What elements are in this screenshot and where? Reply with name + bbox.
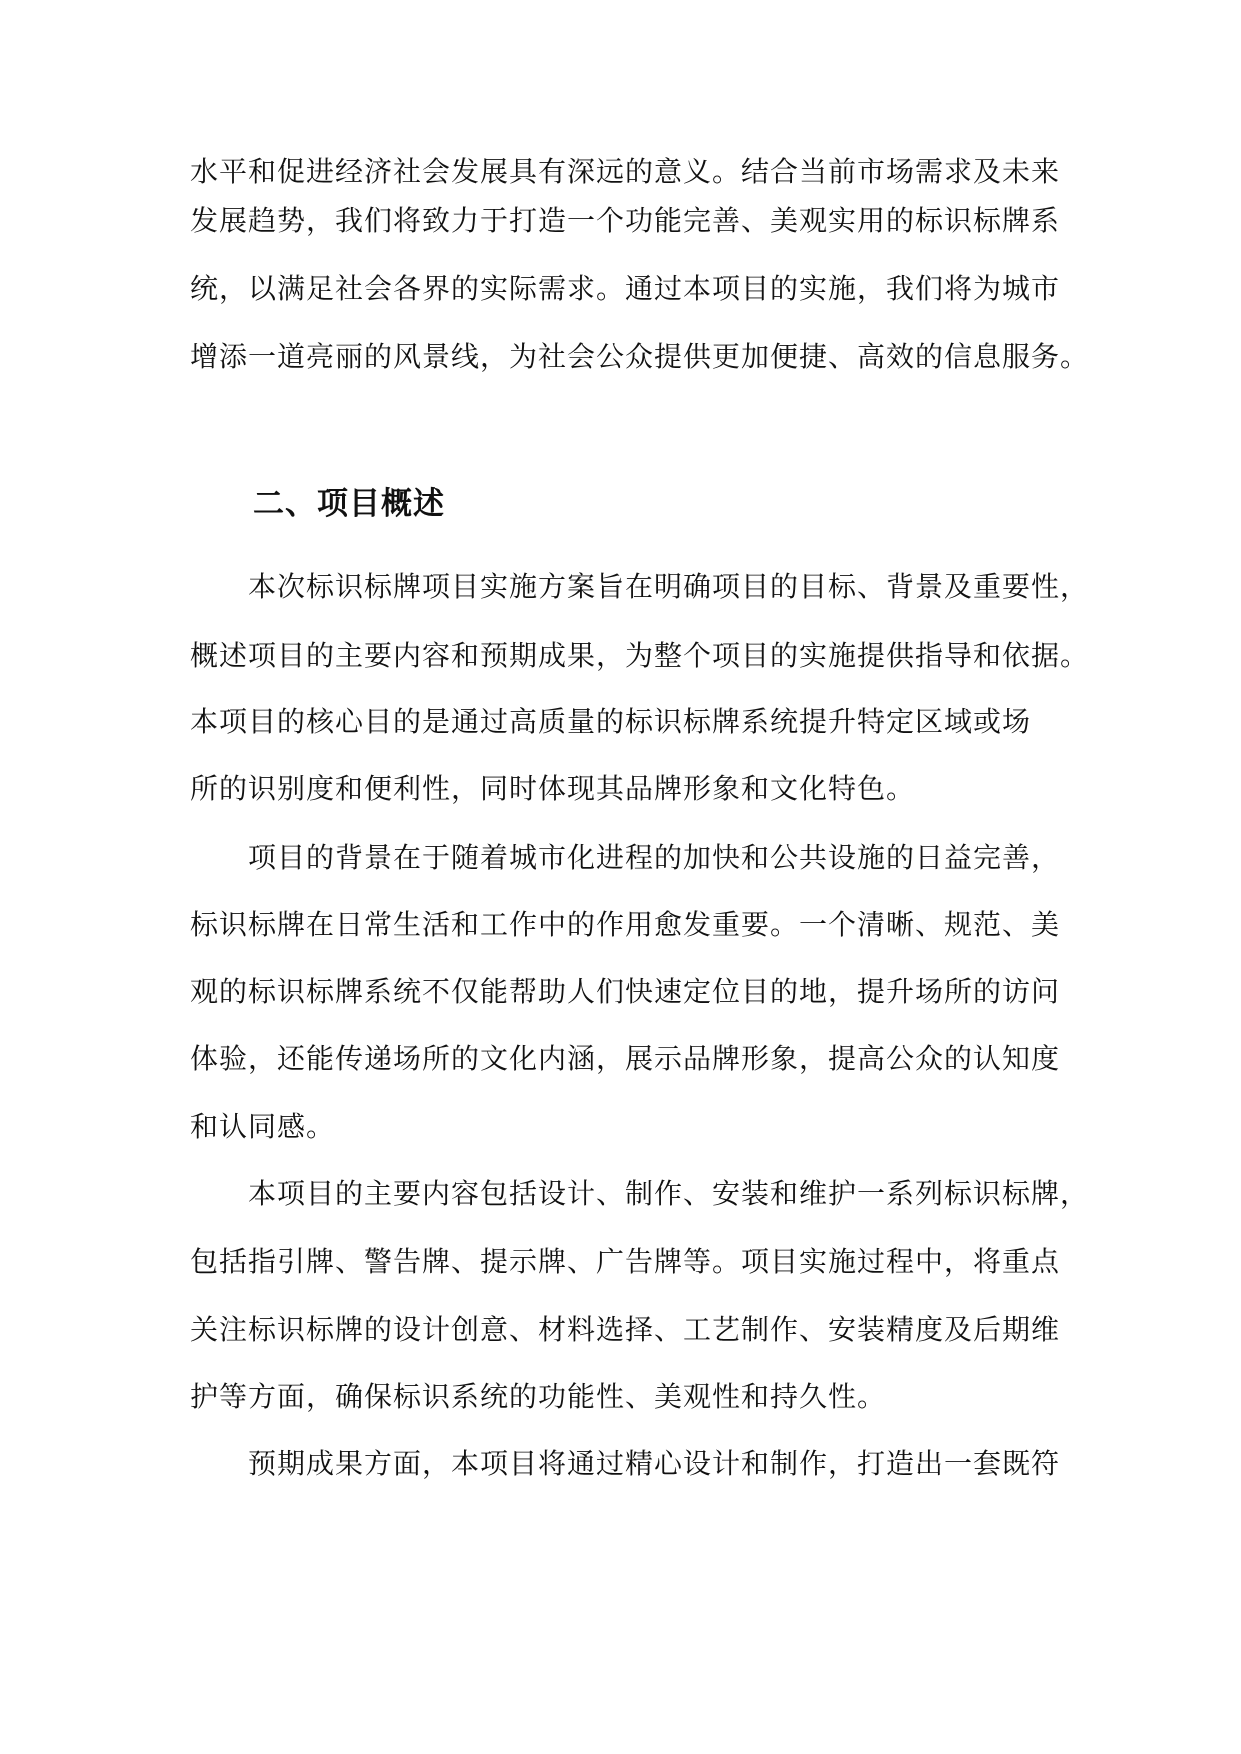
paragraph-2-line-2: 标识标牌在日常生活和工作中的作用愈发重要。一个清晰、规范、美 — [190, 908, 1061, 941]
paragraph-3-line-3: 关注标识标牌的设计创意、材料选择、工艺制作、安装精度及后期维 — [190, 1313, 1061, 1346]
paragraph-1-line-2: 概述项目的主要内容和预期成果，为整个项目的实施提供指导和依据。 — [190, 639, 1090, 672]
paragraph-3-line-1: 本项目的主要内容包括设计、制作、安装和维护一系列标识标牌， — [248, 1177, 1090, 1210]
paragraph-2-line-3: 观的标识标牌系统不仅能帮助人们快速定位目的地，提升场所的访问 — [190, 975, 1061, 1008]
paragraph-1-line-1: 本次标识标牌项目实施方案旨在明确项目的目标、背景及重要性， — [248, 570, 1090, 603]
paragraph-4-line-1: 预期成果方面，本项目将通过精心设计和制作，打造出一套既符 — [248, 1447, 1061, 1480]
paragraph-1-line-4: 所的识别度和便利性，同时体现其品牌形象和文化特色。 — [190, 772, 916, 805]
paragraph-1-line-3: 本项目的核心目的是通过高质量的标识标牌系统提升特定区域或场 — [190, 705, 1032, 738]
section-heading: 二、项目概述 — [253, 486, 445, 522]
intro-line-1: 水平和促进经济社会发展具有深远的意义。结合当前市场需求及未来 — [190, 155, 1061, 188]
paragraph-2-line-5: 和认同感。 — [190, 1110, 336, 1143]
intro-line-4: 增添一道亮丽的风景线，为社会公众提供更加便捷、高效的信息服务。 — [190, 340, 1090, 373]
intro-line-3: 统，以满足社会各界的实际需求。通过本项目的实施，我们将为城市 — [190, 272, 1061, 305]
intro-line-2: 发展趋势，我们将致力于打造一个功能完善、美观实用的标识标牌系 — [190, 204, 1061, 237]
paragraph-2-line-4: 体验，还能传递场所的文化内涵，展示品牌形象，提高公众的认知度 — [190, 1042, 1061, 1075]
paragraph-3-line-2: 包括指引牌、警告牌、提示牌、广告牌等。项目实施过程中，将重点 — [190, 1245, 1061, 1278]
paragraph-3-line-4: 护等方面，确保标识系统的功能性、美观性和持久性。 — [190, 1380, 887, 1413]
paragraph-2-line-1: 项目的背景在于随着城市化进程的加快和公共设施的日益完善， — [248, 841, 1061, 874]
